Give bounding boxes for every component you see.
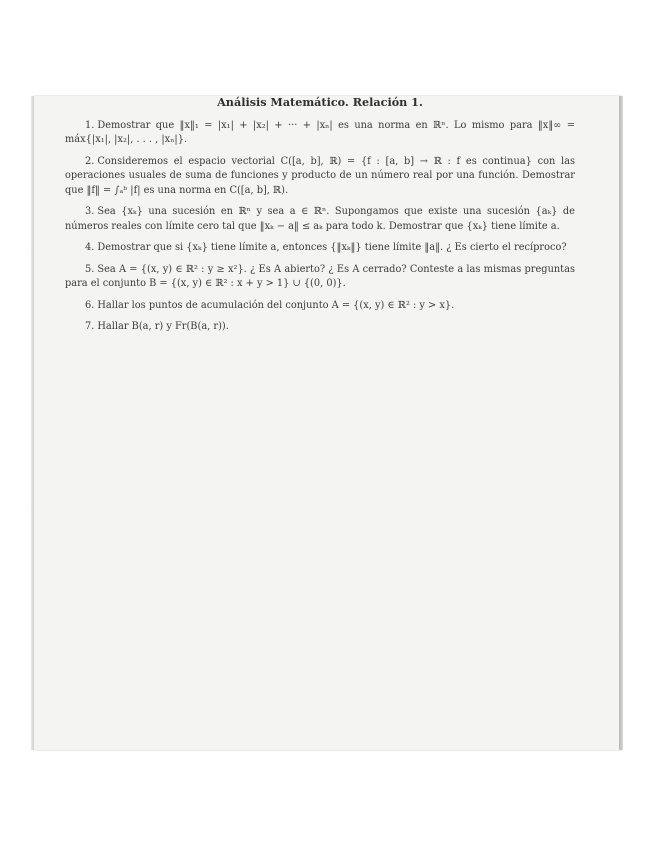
document-content — [65, 95, 575, 342]
exercise-number: 3. — [85, 206, 95, 217]
exercise-1 — [65, 119, 575, 148]
exercise-number: 7. — [85, 321, 95, 332]
exercise-text: Demostrar que si {xₖ} tiene límite a, entonces {‖xₖ‖} tiene límite ‖a‖. ¿ Es cierto el recíproco? — [97, 242, 567, 253]
exercise-number: 2. — [85, 155, 95, 167]
exercise-text: Sea {xₖ} una sucesión en ℝⁿ y sea a ∈ ℝⁿ. Supongamos que existe una sucesión {aₖ} de números reales con límite cero tal que ‖xₖ − a‖ ≤ aₖ para todo k. Demostrar que {xₖ} tiene límite a. — [65, 206, 575, 232]
exercise-6 — [65, 299, 575, 314]
exercise-text: Sea A = {(x, y) ∈ ℝ² : y ≥ x²}. ¿ Es A abierto? ¿ Es A cerrado? Conteste a las mismas preguntas para el conjunto B = {(x, y) ∈ ℝ² : x + y > 1} ∪ {(0, 0)}. — [65, 263, 575, 289]
exercise-text: Hallar los puntos de acumulación del conjunto A = {(x, y) ∈ ℝ² : y > x}. — [97, 299, 455, 311]
exercise-number: 1. — [85, 119, 95, 131]
exercise-text: Consideremos el espacio vectorial C([a, b], ℝ) = {f : [a, b] → ℝ : f es continua} con las operaciones usuales de suma de funciones y producto de un número real por una función. Demostrar que ‖f‖ = ∫ₐᵇ |f| es una norma en C([a, b], ℝ). — [65, 155, 575, 196]
exercise-7 — [65, 320, 575, 335]
page-right-edge — [619, 96, 623, 750]
exercise-3 — [65, 205, 575, 234]
exercise-number: 6. — [85, 299, 95, 311]
exercise-number: 4. — [85, 242, 95, 253]
exercise-4 — [65, 241, 575, 256]
exercise-2 — [65, 155, 575, 199]
document-title: Análisis Matemático. Relación 1. — [217, 95, 423, 109]
exercise-number: 5. — [85, 263, 95, 275]
exercise-text: Hallar B(a, r) y Fr(B(a, r)). — [97, 321, 229, 332]
exercise-text: Demostrar que ‖x‖₁ = |x₁| + |x₂| + ··· + |xₙ| es una norma en ℝⁿ. Lo mismo para ‖x‖∞ = máx{|x₁|, |x₂|, . . . , |xₙ|}. — [65, 119, 575, 145]
exercise-5 — [65, 263, 575, 292]
